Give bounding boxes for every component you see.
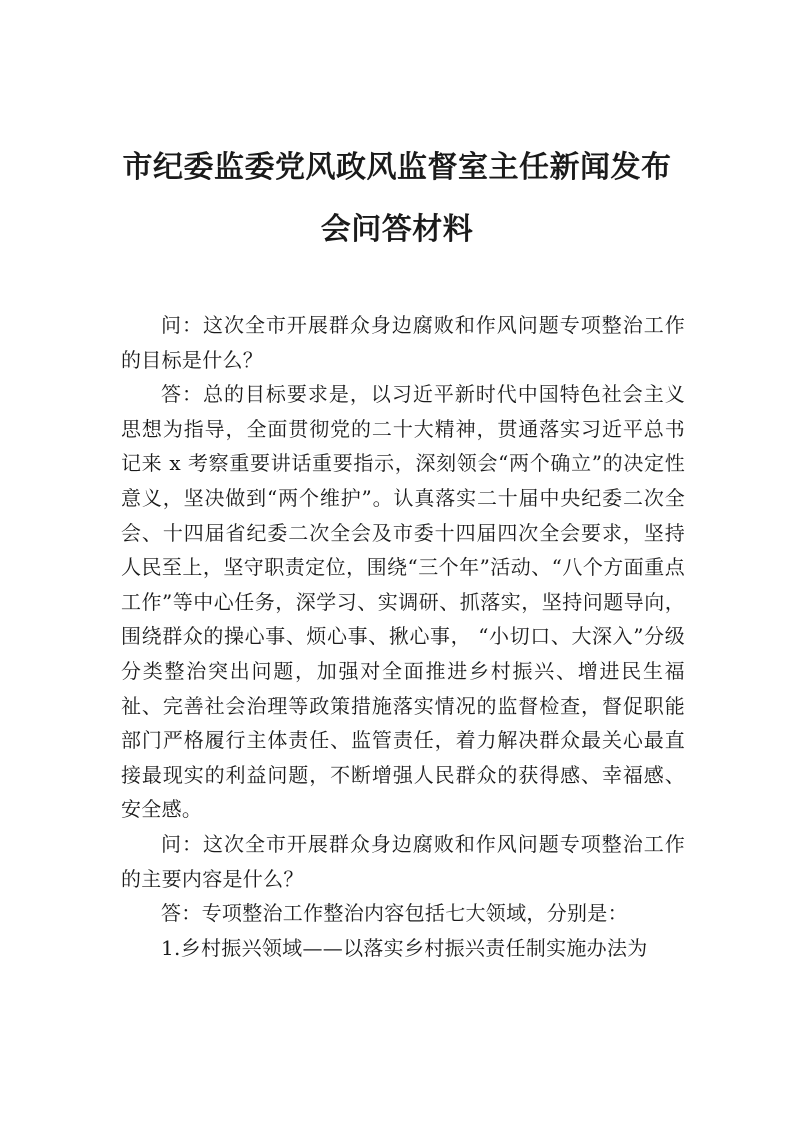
document-title-line-2: 会问答材料 xyxy=(320,212,474,247)
paragraph-list-item-1: 1.乡村振兴领域——以落实乡村振兴责任制实施办法为 xyxy=(161,935,648,960)
paragraph-question-2: 问：这次全市开展群众身边腐败和作风问题专项整治工作的主要内容是什么？ xyxy=(121,831,685,891)
paragraph-answer-2: 答：专项整治工作整治内容包括七大领域，分别是： xyxy=(161,901,628,926)
document-body xyxy=(121,308,685,965)
paragraph-question-1: 问：这次全市开展群众身边腐败和作风问题专项整治工作的目标是什么？ xyxy=(121,313,685,372)
document-title-line-1: 市纪委监委党风政风监督室主任新闻发布 xyxy=(122,150,672,185)
paragraph-answer-1: 答：总的目标要求是，以习近平新时代中国特色社会主义思想为指导，全面贯彻党的二十大精神，贯通落实习近平总书记来 x 考察重要讲话重要指示，深刻领会“两个确立”的决定性意义，坚决做到“两个维护”。认真落实二十届中央纪委二次全会、十四届省纪委二次全会及市委十四届四次全会要求，坚持人民至上，坚守职责定位，围绕“三个年”活动、“八个方面重点工作”等中心任务，深学习、实调研、抓落实，坚持问题导向，围绕群众的操心事、烦心事、揪心事， “小切口、大深入”分级分类整治突出问题，加强对全面推进乡村振兴、增进民生福祉、完善社会治理等政策措施落实情况的监督检查，督促职能部门严格履行主体责任、监管责任，着力解决群众最关心最直接最现实的利益问题，不断增强人民群众的获得感、幸福感、安全感。 xyxy=(121,382,685,822)
